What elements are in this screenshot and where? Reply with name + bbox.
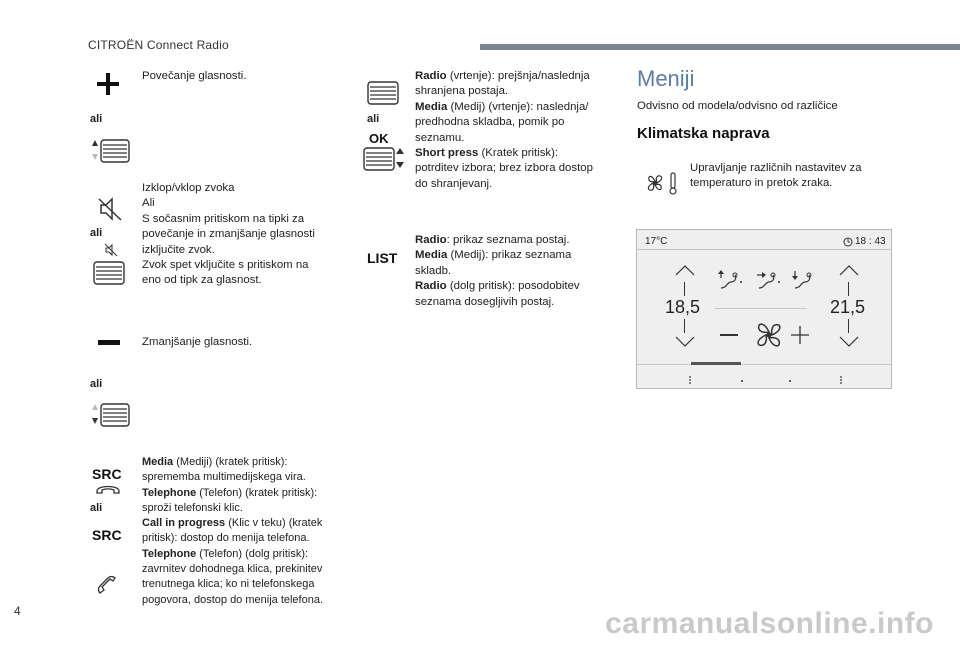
- nav-dot-icon[interactable]: [740, 379, 744, 383]
- airflow-divider: [715, 308, 807, 309]
- left-temp-line: [684, 319, 685, 333]
- minus-icon: [98, 340, 120, 346]
- mute-small-icon: [104, 243, 118, 257]
- nav-menu-right-icon[interactable]: [839, 375, 843, 385]
- or-label: ali: [90, 227, 103, 239]
- or-label: ali: [90, 502, 103, 514]
- climate-screen: [636, 229, 892, 389]
- volume-up-text: Povečanje glasnosti.: [142, 70, 247, 82]
- climate-icon: [645, 170, 681, 196]
- mute-text: Izklop/vklop zvoka Ali S sočasnim pritiskom na tipki za povečanje in zmanjšanje glasnosti izključite zvok. Zvok spet vključite s pritiskom na eno od tipk za glasnost.: [142, 182, 315, 287]
- header-bar: [480, 44, 960, 50]
- left-temp-line: [684, 282, 685, 296]
- subsection-title: Klimatska naprava: [637, 125, 770, 142]
- phone-hangup-icon: [95, 483, 121, 495]
- climate-description: Upravljanje različnih nastavitev za temperaturo in pretok zraka.: [690, 162, 862, 190]
- plus-icon: [97, 73, 119, 95]
- or-label: ali: [90, 113, 103, 125]
- list-label: LIST: [367, 250, 398, 266]
- fan-icon: [752, 318, 786, 352]
- steering-control-down-icon: [89, 402, 131, 428]
- bottom-nav-divider: [637, 364, 891, 365]
- mute-icon: [97, 196, 123, 222]
- src-label-bottom: SRC: [92, 527, 122, 543]
- src-label-top: SRC: [92, 466, 122, 482]
- air-distribution-lower-icon[interactable]: [791, 270, 817, 290]
- fan-increase-icon[interactable]: [791, 326, 809, 344]
- radio-block-text: Radio (vrtenje): prejšnja/naslednja shranjena postaja. Media (Medij) (vrtenje): naslednja/ predhodna skladba, pomik po seznamu. Short press (Kratek pritisk): potrditev izbora; brez izbora dostop do shranjevanj.: [415, 70, 593, 190]
- section-title: Meniji: [637, 66, 695, 91]
- volume-down-text: Zmanjšanje glasnosti.: [142, 336, 253, 348]
- src-text: Media (Mediji) (kratek pritisk): sprememba multimedijskega vira. Telephone (Telefon) (kratek pritisk): sproži telefonski klic. Call in progress (Klic v teku) (kratek pritisk): dostop do menija telefona. Telephone (Telefon) (dolg pritisk): zavrnitev dohodnega klica, prekinitev trenutnega klica; ko ni telefonskega pogovora, dostop do menija telefona.: [142, 456, 324, 606]
- fan-decrease-icon[interactable]: [720, 334, 738, 336]
- steering-control-updown-icon: [363, 146, 407, 172]
- active-tab-indicator: [691, 362, 741, 365]
- nav-dot-icon[interactable]: [788, 379, 792, 383]
- or-label: ali: [90, 378, 103, 390]
- right-temp-line: [848, 319, 849, 333]
- steering-control-up-icon: [89, 138, 131, 164]
- steering-control-icon: [367, 80, 399, 106]
- outside-temperature: 17°C: [645, 236, 668, 247]
- left-temp-down-icon[interactable]: [675, 336, 695, 348]
- nav-menu-left-icon[interactable]: [688, 375, 692, 385]
- clock-time: 18 : 43: [855, 236, 886, 247]
- left-temp-up-icon[interactable]: [675, 264, 695, 276]
- right-temperature: 21,5: [830, 297, 866, 317]
- or-label: ali: [367, 113, 380, 125]
- steering-control-icon: [93, 260, 125, 286]
- air-distribution-upper-icon[interactable]: [717, 270, 743, 290]
- air-distribution-middle-icon[interactable]: [755, 270, 781, 290]
- screen-divider: [637, 249, 891, 250]
- right-temp-down-icon[interactable]: [839, 336, 859, 348]
- list-block-text: Radio: prikaz seznama postaj. Media (Medij): prikaz seznama skladb. Radio (dolg pritisk): posodobitev seznama dosegljivih postaj.: [415, 234, 580, 308]
- left-temperature: 18,5: [665, 297, 701, 317]
- watermark: carmanualsonline.info: [605, 607, 934, 640]
- right-temp-up-icon[interactable]: [839, 264, 859, 276]
- section-subtitle: Odvisno od modela/odvisno od različice: [637, 100, 838, 112]
- header-title: CITROËN Connect Radio: [88, 38, 229, 52]
- clock-icon: [843, 237, 853, 247]
- page-number: 4: [14, 604, 21, 618]
- ok-label: OK: [369, 131, 389, 146]
- phone-icon: [96, 574, 118, 596]
- right-temp-line: [848, 282, 849, 296]
